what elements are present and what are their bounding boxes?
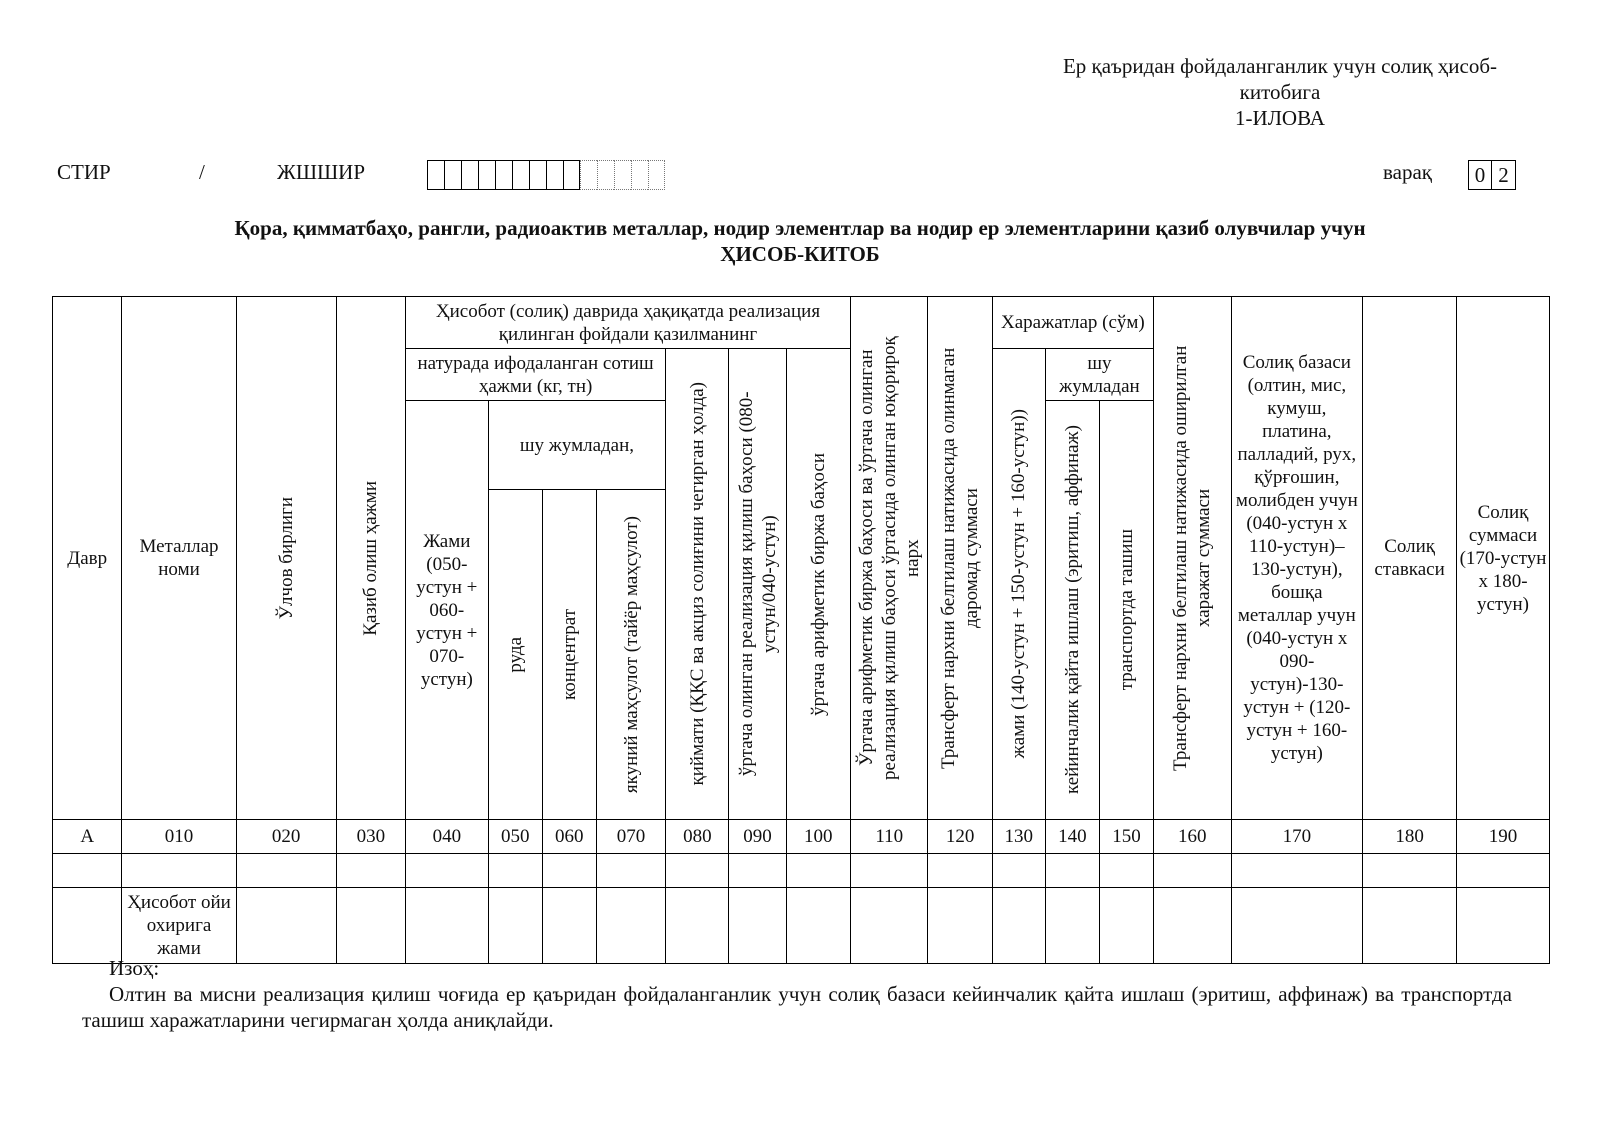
- col-tax-base: Солиқ базаси (олтин, мис, кумуш, платина, палладий, рух, қўрғошин, молибден учун (040-устун х 110-устун)–130-устун), бошқа металлар учун (040-устун х 090-устун)-130-устун + (120-устун + 160-устун): [1231, 297, 1363, 820]
- code-cell: 100: [786, 820, 850, 854]
- id-cell[interactable]: [495, 160, 512, 190]
- id-cell[interactable]: [461, 160, 478, 190]
- total-row-label: Ҳисобот ойи охирига жами: [122, 888, 236, 964]
- input-cell[interactable]: [1231, 888, 1363, 964]
- col-concentrate-label: концентрат: [558, 609, 580, 700]
- code-cell: 120: [928, 820, 992, 854]
- input-cell[interactable]: [1154, 854, 1232, 888]
- col-transfer-income: [928, 297, 992, 820]
- col-tax-amount: Солиқ суммаси (170-устун х 180-устун): [1457, 297, 1550, 820]
- attachment-header: [1000, 53, 1560, 131]
- col-transfer-income-label: Трансферт нархни белгилаш натижасида олинмаган даромад суммаси: [938, 347, 983, 769]
- col-processing-label: кейинчалик қайта ишлаш (эритиш, аффинаж): [1061, 425, 1083, 795]
- col-ore: [488, 490, 542, 820]
- input-cell[interactable]: [596, 888, 665, 964]
- input-cell[interactable]: [1154, 888, 1232, 964]
- header-line-3: 1-ИЛОВА: [1235, 106, 1325, 130]
- input-cell[interactable]: [406, 888, 489, 964]
- taxpayer-id-field[interactable]: [427, 160, 665, 190]
- input-cell[interactable]: [488, 854, 542, 888]
- jshshir-label: ЖШШИР: [277, 160, 366, 184]
- input-cell[interactable]: [406, 854, 489, 888]
- data-entry-row: [53, 854, 1550, 888]
- footnote-label: Изоҳ:: [109, 956, 160, 980]
- code-cell: 070: [596, 820, 665, 854]
- input-cell[interactable]: [1099, 888, 1153, 964]
- code-cell: 090: [729, 820, 786, 854]
- id-cell[interactable]: [546, 160, 563, 190]
- input-cell[interactable]: [992, 888, 1045, 964]
- id-cell[interactable]: [444, 160, 461, 190]
- page-digit[interactable]: 2: [1492, 160, 1516, 190]
- input-cell[interactable]: [1363, 888, 1457, 964]
- input-cell[interactable]: [1099, 854, 1153, 888]
- col-transfer-expense-label: Трансферт нархни белгилаш натижасида оширилган харажат суммаси: [1170, 345, 1215, 771]
- col-value-label: қиймати (ҚҚС ва акциз солиғини чегирган ҳолда): [686, 382, 708, 786]
- code-cell: 160: [1154, 820, 1232, 854]
- col-processing: [1045, 401, 1099, 820]
- col-avg-exchange: [786, 349, 850, 820]
- col-higher-price-label: Ўртача арифметик биржа баҳоси ва ўртача олинган реализация қилиш баҳоси ўртасида олинган юқорироқ нарх: [855, 336, 923, 780]
- id-cell[interactable]: [529, 160, 546, 190]
- header-line-2: китобига: [1239, 80, 1321, 104]
- col-avg-exchange-label: ўртача арифметик биржа баҳоси: [807, 452, 829, 716]
- id-cell[interactable]: [580, 160, 597, 190]
- input-cell[interactable]: [786, 854, 850, 888]
- input-cell[interactable]: [1231, 854, 1363, 888]
- code-cell: А: [53, 820, 122, 854]
- input-cell[interactable]: [53, 888, 122, 964]
- input-cell[interactable]: [596, 854, 665, 888]
- total-row: [53, 888, 1550, 964]
- col-transfer-expense: [1154, 297, 1232, 820]
- col-unit-label: Ўлчов бирлиги: [275, 496, 297, 620]
- code-cell: 130: [992, 820, 1045, 854]
- code-cell: 010: [122, 820, 236, 854]
- code-cell: 080: [666, 820, 729, 854]
- code-cell: 060: [542, 820, 596, 854]
- input-cell[interactable]: [928, 888, 992, 964]
- col-extraction-volume: [336, 297, 405, 820]
- input-cell[interactable]: [850, 854, 928, 888]
- calculation-table: [52, 296, 1550, 964]
- col-transport-label: транспортда ташиш: [1115, 529, 1137, 691]
- col-davr: Давр: [53, 297, 122, 820]
- input-cell[interactable]: [542, 854, 596, 888]
- column-codes-row: [53, 820, 1550, 854]
- input-cell[interactable]: [122, 854, 236, 888]
- col-final-product-label: якуний маҳсулот (тайёр маҳсулот): [620, 515, 642, 794]
- col-metal-name: Металлар номи: [122, 297, 236, 820]
- input-cell[interactable]: [236, 854, 336, 888]
- page-number-field[interactable]: [1468, 160, 1516, 190]
- col-expenses-total-label: жами (140-устун + 150-устун + 160-устун)): [1008, 409, 1030, 759]
- input-cell[interactable]: [928, 854, 992, 888]
- stir-label: СТИР: [57, 160, 111, 184]
- input-cell[interactable]: [1363, 854, 1457, 888]
- input-cell[interactable]: [666, 854, 729, 888]
- col-total-volume: Жами (050-устун + 060-устун + 070-устун): [406, 401, 489, 820]
- col-higher-price: [850, 297, 928, 820]
- code-cell: 030: [336, 820, 405, 854]
- group-realization: Ҳисобот (солиқ) даврида ҳақиқатда реализация қилинган фойдали қазилманинг: [406, 297, 851, 349]
- code-cell: 180: [1363, 820, 1457, 854]
- footnote: [82, 955, 1512, 1033]
- input-cell[interactable]: [1457, 854, 1550, 888]
- form-title: Қора, қимматбаҳо, рангли, радиоактив металлар, нодир элементлар ва нодир ер элементларини қазиб олувчилар учун: [234, 216, 1366, 240]
- col-transport: [1099, 401, 1153, 820]
- header-line-1: Ер қаъридан фойдаланганлик учун солиқ ҳисоб-: [1062, 54, 1498, 78]
- group-including: шу жумладан,: [488, 401, 666, 490]
- code-cell: 150: [1099, 820, 1153, 854]
- group-expenses-including: шу жумладан: [1045, 349, 1153, 401]
- id-cell[interactable]: [614, 160, 631, 190]
- id-cell[interactable]: [427, 160, 444, 190]
- footnote-text: Олтин ва мисни реализация қилиш чоғида ер қаъридан фойдаланганлик учун солиқ базаси кейинчалик қайта ишлаш (эритиш, аффинаж) ва транспортда ташиш харажатларини чегирмаган ҳолда аниқлайди.: [82, 982, 1512, 1032]
- input-cell[interactable]: [786, 888, 850, 964]
- col-avg-realization: [729, 349, 786, 820]
- input-cell[interactable]: [666, 888, 729, 964]
- id-cell[interactable]: [512, 160, 529, 190]
- col-avg-realization-label: ўртача олинган реализация қилиш баҳоси (080-устун/040-устун): [735, 391, 780, 777]
- group-expenses: Харажатлар (сўм): [992, 297, 1153, 349]
- col-value: [666, 349, 729, 820]
- input-cell[interactable]: [542, 888, 596, 964]
- input-cell[interactable]: [336, 888, 405, 964]
- input-cell[interactable]: [992, 854, 1045, 888]
- col-final-product: [596, 490, 665, 820]
- input-cell[interactable]: [236, 888, 336, 964]
- input-cell[interactable]: [336, 854, 405, 888]
- input-cell[interactable]: [53, 854, 122, 888]
- col-expenses-total: [992, 349, 1045, 820]
- input-cell[interactable]: [1457, 888, 1550, 964]
- id-cell[interactable]: [648, 160, 665, 190]
- code-cell: 020: [236, 820, 336, 854]
- form-subtitle: ҲИСОБ-КИТОБ: [720, 242, 880, 266]
- page-digit[interactable]: 0: [1468, 160, 1492, 190]
- input-cell[interactable]: [729, 854, 786, 888]
- code-cell: 040: [406, 820, 489, 854]
- code-cell: 050: [488, 820, 542, 854]
- slash-label: /: [199, 160, 205, 184]
- id-cell[interactable]: [597, 160, 614, 190]
- group-natura: натурада ифодаланган сотиш ҳажми (кг, тн): [406, 349, 666, 401]
- input-cell[interactable]: [1045, 888, 1099, 964]
- varaq-label: варақ: [1383, 160, 1432, 184]
- input-cell[interactable]: [1045, 854, 1099, 888]
- id-cell[interactable]: [478, 160, 495, 190]
- code-cell: 170: [1231, 820, 1363, 854]
- id-cell[interactable]: [631, 160, 648, 190]
- col-extraction-volume-label: Қазиб олиш ҳажми: [360, 480, 382, 636]
- input-cell[interactable]: [488, 888, 542, 964]
- col-tax-rate: Солиқ ставкаси: [1363, 297, 1457, 820]
- code-cell: 190: [1457, 820, 1550, 854]
- input-cell[interactable]: [729, 888, 786, 964]
- col-unit: [236, 297, 336, 820]
- code-cell: 110: [850, 820, 928, 854]
- col-concentrate: [542, 490, 596, 820]
- input-cell[interactable]: [850, 888, 928, 964]
- code-cell: 140: [1045, 820, 1099, 854]
- col-ore-label: руда: [504, 636, 526, 673]
- id-cell[interactable]: [563, 160, 580, 190]
